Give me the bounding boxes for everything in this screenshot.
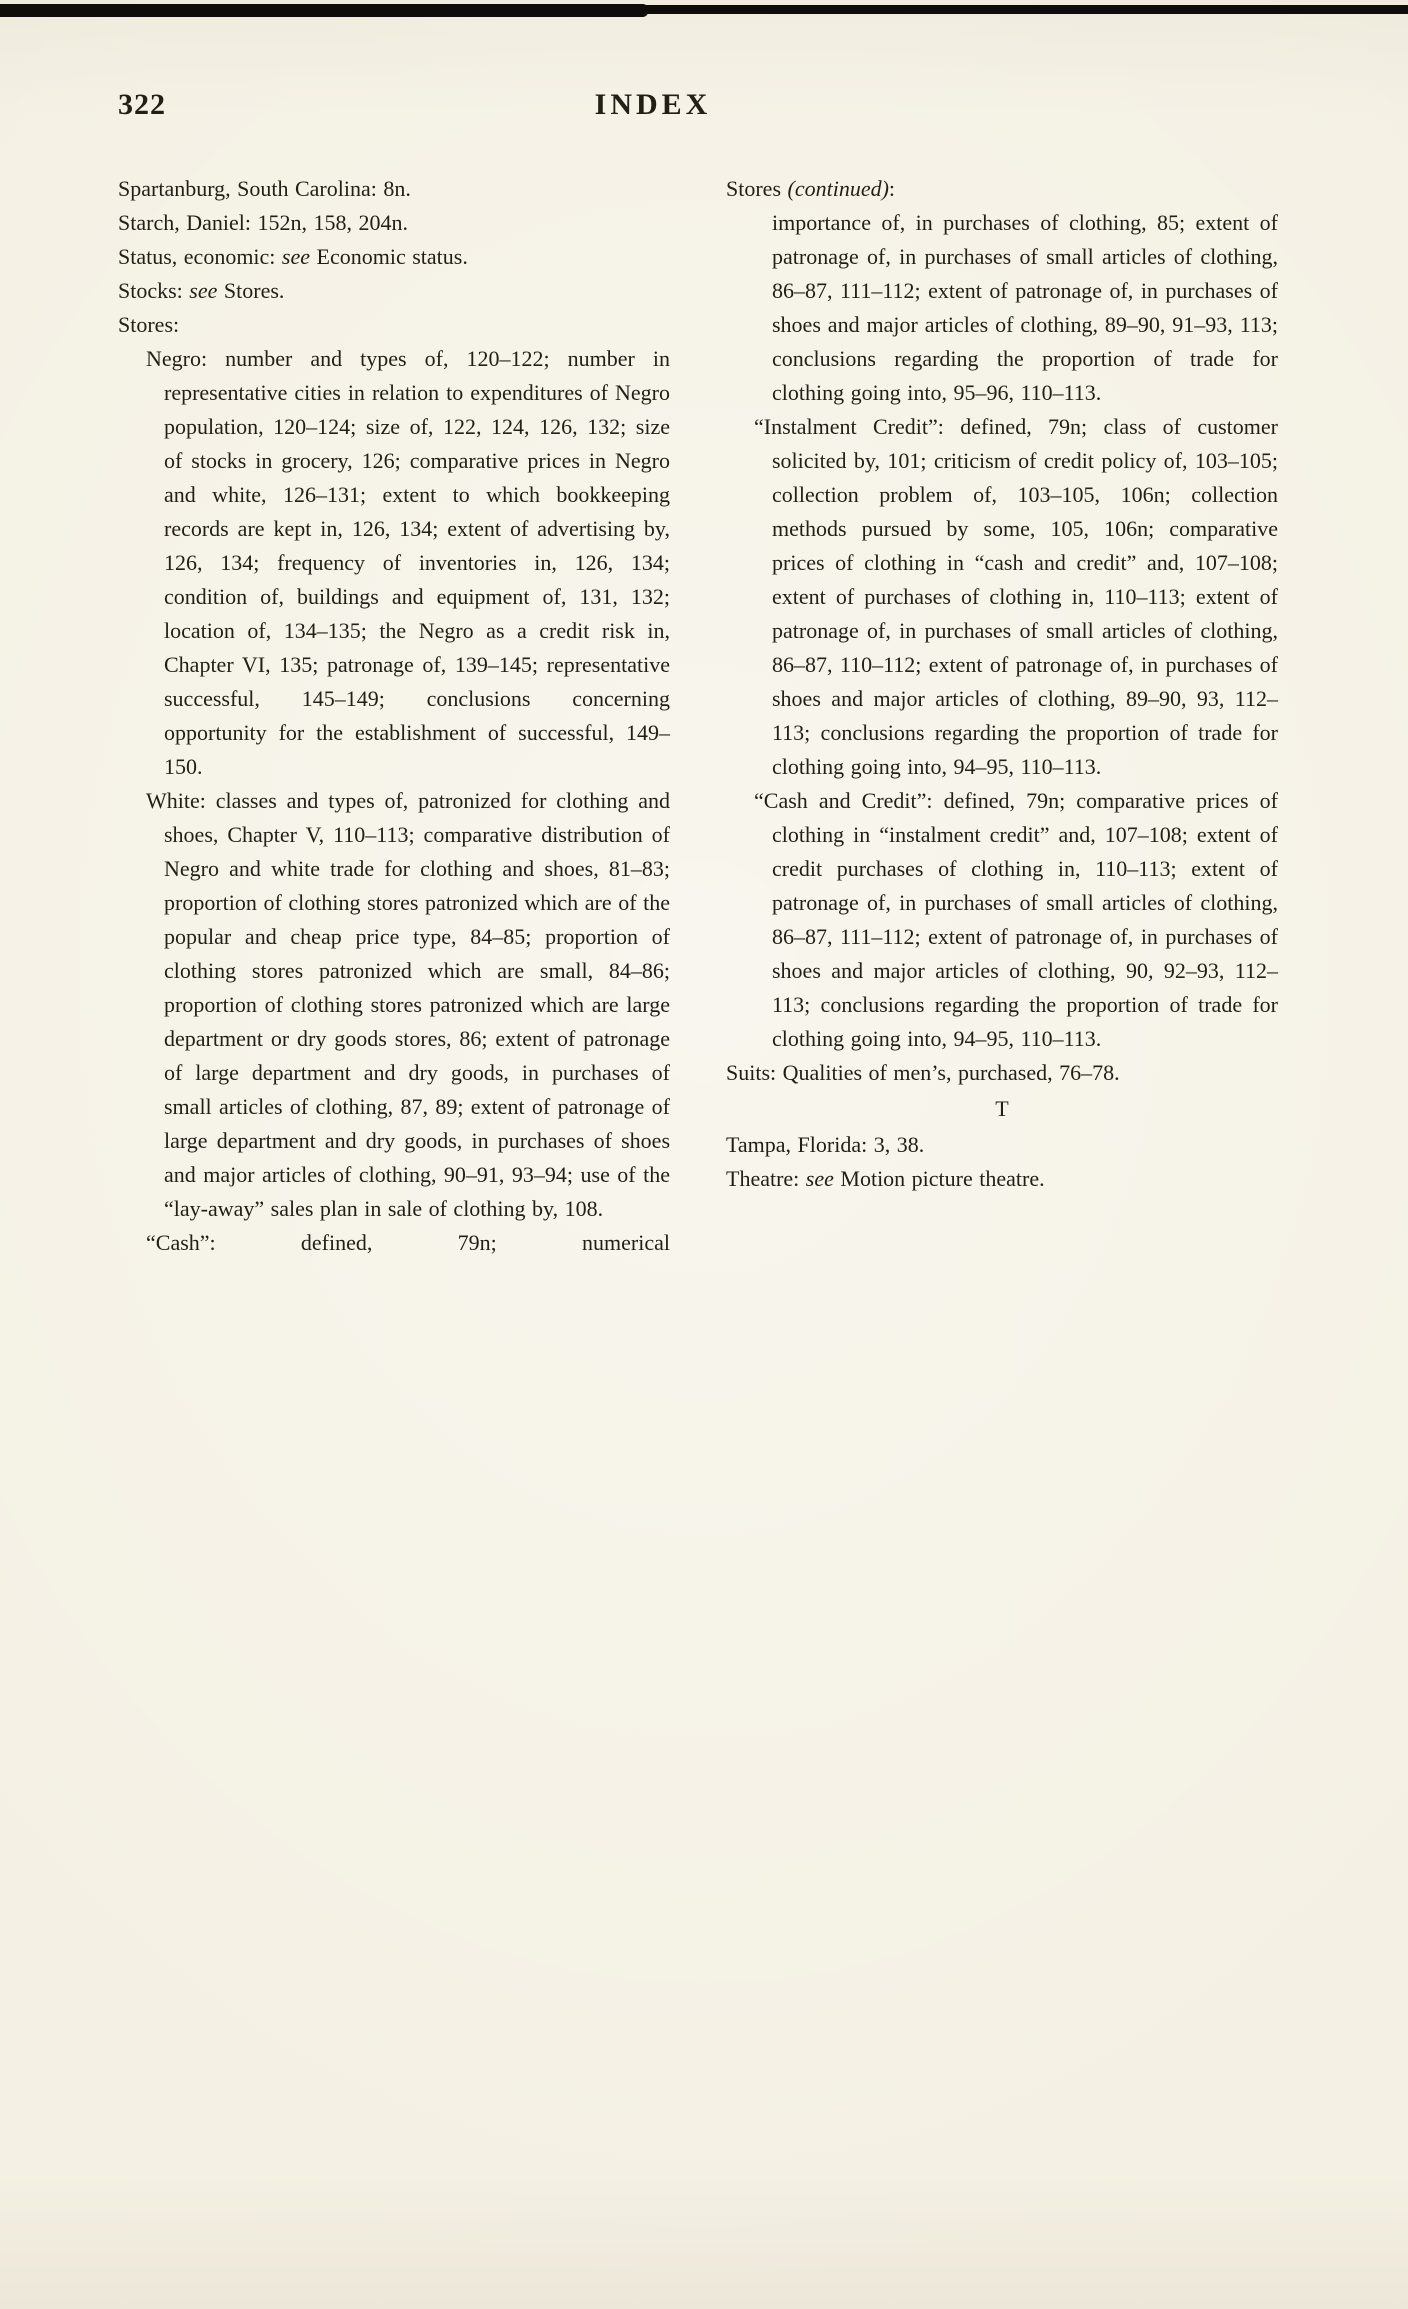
entry-text: “Cash and Credit”: defined, 79n; comparative prices of clothing in “instalment credit” and, 107–108; extent of credit purchases of clothing in, 110–113; extent of patronage of, in purchases of small articles of clothing, 86–87, 111–112; extent of patronage of, in purchases of shoes and major articles of clothing, 90, 92–93, 112–113; conclusions regarding the proportion of trade for clothing going into, 94–95, 110–113.: [754, 788, 1278, 1051]
index-entry: [118, 172, 670, 206]
entry-text: T: [995, 1096, 1009, 1121]
entry-text-italic: see: [189, 278, 218, 303]
entry-text: Suits: Qualities of men’s, purchased, 76–78.: [726, 1060, 1120, 1085]
entry-text: White: classes and types of, patronized for clothing and shoes, Chapter V, 110–113; comparative distribution of Negro and white trade for clothing and shoes, 81–83; proportion of clothing stores patronized which are of the popular and cheap price type, 84–85; proportion of clothing stores patronized which are small, 84–86; proportion of clothing stores patronized which are large department or dry goods stores, 86; extent of patronage of large department and dry goods, in purchases of small articles of clothing, 87, 89; extent of patronage of large department and dry goods, in purchases of shoes and major articles of clothing, 90–91, 93–94; use of the “lay-away” sales plan in sale of clothing by, 108.: [146, 788, 670, 1221]
section-letter-heading: [726, 1090, 1278, 1128]
index-entry: [726, 1162, 1278, 1196]
entry-text: “Cash”: defined, 79n; numerical: [146, 1230, 670, 1255]
entry-text: Tampa, Florida: 3, 38.: [726, 1132, 925, 1157]
index-entry: [726, 206, 1278, 410]
entry-text: :: [888, 176, 896, 201]
index-entry: [118, 308, 670, 342]
entry-text: Economic status.: [310, 244, 468, 269]
entry-text: Stores.: [217, 278, 285, 303]
page-header: [118, 88, 1278, 132]
index-entry: [118, 274, 670, 308]
entry-text: importance of, in purchases of clothing, 85; extent of patronage of, in purchases of small articles of clothing, 86–87, 111–112; extent of patronage of, in purchases of shoes and major articles of clothing, 89–90, 91–93, 113; conclusions regarding the proportion of trade for clothing going into, 95–96, 110–113.: [772, 210, 1278, 405]
entry-text: Status, economic:: [118, 244, 282, 269]
entry-text: Stocks:: [118, 278, 190, 303]
index-columns: [118, 172, 1278, 1260]
index-entry: [118, 240, 670, 274]
entry-text: Stores: [726, 176, 788, 201]
page-title: INDEX: [594, 88, 712, 121]
entry-text-italic: see: [805, 1166, 834, 1191]
entry-text-italic: see: [281, 244, 311, 269]
index-entry: [726, 172, 1278, 206]
page-number: 322: [118, 88, 166, 121]
index-entry: [726, 784, 1278, 1056]
index-entry: [118, 1226, 670, 1260]
entry-text: “Instalment Credit”: defined, 79n; class of customer solicited by, 101; criticism of credit policy of, 103–105; collection problem of, 103–105, 106n; collection methods pursued by some, 105, 106n; comparative prices of clothing in “cash and credit” and, 107–108; extent of purchases of clothing in, 110–113; extent of patronage of, in purchases of small articles of clothing, 86–87, 110–112; extent of patronage of, in purchases of shoes and major articles of clothing, 89–90, 93, 112–113; conclusions regarding the proportion of trade for clothing going into, 94–95, 110–113.: [754, 414, 1278, 779]
index-entry: [118, 206, 670, 240]
index-column-right: [726, 172, 1278, 1260]
entry-text: Spartanburg, South Carolina: 8n.: [118, 176, 411, 201]
index-entry: [726, 1056, 1278, 1090]
entry-text: Theatre:: [726, 1166, 806, 1191]
index-entry: [118, 784, 670, 1226]
entry-text: Stores:: [118, 312, 180, 337]
index-column-left: [118, 172, 670, 1260]
index-entry: [726, 410, 1278, 784]
entry-text: Motion picture theatre.: [833, 1166, 1045, 1191]
entry-text: Negro: number and types of, 120–122; number in representative cities in relation to expenditures of Negro population, 120–124; size of, 122, 124, 126, 132; size of stocks in grocery, 126; comparative prices in Negro and white, 126–131; extent to which bookkeeping records are kept in, 126, 134; extent of advertising by, 126, 134; frequency of inventories in, 126, 134; condition of, buildings and equipment of, 131, 132; location of, 134–135; the Negro as a credit risk in, Chapter VI, 135; patronage of, 139–145; representative successful, 145–149; conclusions concerning opportunity for the establishment of successful, 149–150.: [146, 346, 670, 779]
index-entry: [118, 342, 670, 784]
index-entry: [726, 1128, 1278, 1162]
entry-text-italic: (continued): [787, 176, 889, 201]
entry-text: Starch, Daniel: 152n, 158, 204n.: [118, 210, 408, 235]
